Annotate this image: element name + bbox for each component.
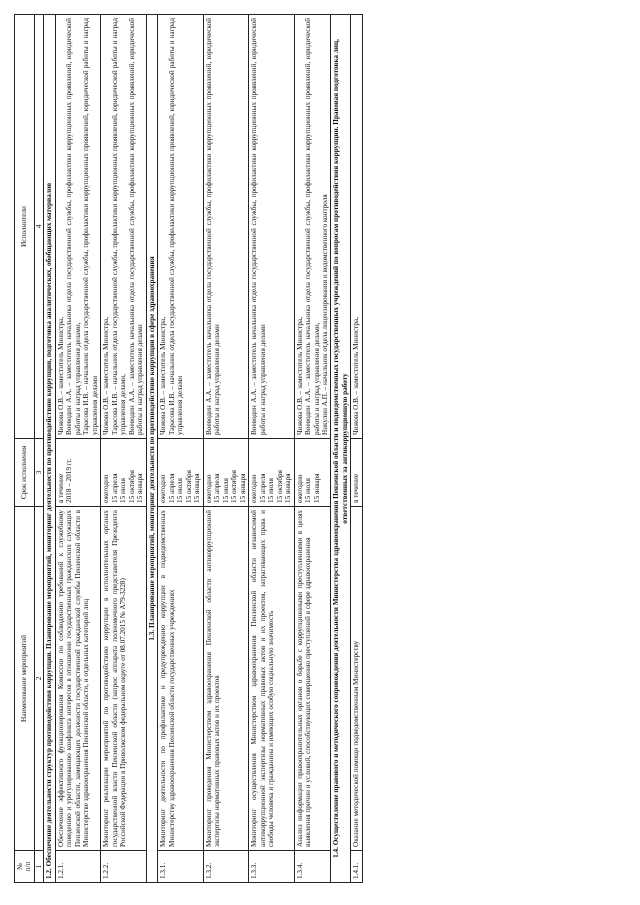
row-number: 1.2.2. xyxy=(101,851,146,883)
table-row xyxy=(351,15,362,883)
row-executors xyxy=(101,15,146,439)
term-line: 15 апреля xyxy=(167,473,176,503)
term-line: 15 апреля xyxy=(213,473,222,503)
term-line: 15 октября xyxy=(230,470,239,503)
table-row xyxy=(203,15,248,883)
col-number: 3 xyxy=(34,439,43,507)
row-term xyxy=(158,439,203,507)
section-title: 1.3. Планирование мероприятий, мониторинг деятельности по противодействию коррупции в сфере здравоохранения xyxy=(146,15,157,883)
executor-line: Тарасова И.В. – начальник отдела государственной службы, профилактики коррупционных проявлений, юридической работы и наград управления делами xyxy=(82,18,99,435)
table-row xyxy=(249,15,294,883)
col-number: 1 xyxy=(34,851,43,883)
row-term xyxy=(294,439,331,507)
header-no: № п/п xyxy=(15,851,35,883)
table-row xyxy=(158,15,203,883)
executor-line: Чижова О.В. – заместитель Министра, xyxy=(159,317,168,435)
term-line: 15 января xyxy=(312,473,321,503)
term-line: ежегодно xyxy=(295,474,304,503)
term-line: 15 июля xyxy=(119,478,128,503)
term-line: 15 июля xyxy=(304,478,313,503)
row-activity: Мониторинг деятельности по профилактике и предупреждению коррупции в подведомственных Министерству здравоохранения Пензенской области государственных учреждениях xyxy=(158,507,203,851)
executor-line: Чижова О.В. – заместитель Министра, xyxy=(56,317,65,435)
header-executors: Исполнители xyxy=(15,15,35,439)
executor-line: Воеводин А.А. – заместитель начальника отдела государственной службы, профилактики коррупционных проявлений, юридической работы и наград управления делами, xyxy=(304,18,321,435)
term-line: 15 января xyxy=(284,473,293,503)
term-line: 15 июля xyxy=(267,478,276,503)
row-term xyxy=(203,439,248,507)
row-activity: Анализ информации правоохранительных органов о борьбе с коррупционными преступлениями в целях выявления причин и условий, способствующих совершению преступлений в сфере здравоохранения xyxy=(294,507,331,851)
executor-line: Воеводин А.А. – заместитель начальника отдела государственной службы, профилактики коррупционных проявлений, юридической работы и наград управления делами, xyxy=(65,18,82,435)
term-line: 2018 – 2019 гг. xyxy=(65,458,74,503)
executor-line: Чижова О.В. – заместитель Министра, xyxy=(352,317,361,435)
executor-line: Воеводин А.А. – заместитель начальника отдела государственной службы, профилактики коррупционных проявлений, юридической работы и наград управления делами xyxy=(127,18,145,435)
row-number: 1.4.1. xyxy=(351,851,362,883)
row-activity: Мониторинг осуществления Министерством здравоохранения Пензенской области независимой антикоррупционной экспертизы нормативных правовых актов и их проектов, затрагивающих права и свободы человека и гражданина и имеющих особую социальную значимость xyxy=(249,507,294,851)
col-number: 2 xyxy=(34,507,43,851)
executor-line: Воеводин А.А. – заместитель начальника отдела государственной службы, профилактики коррупционных проявлений, юридической работы и наград управления делами xyxy=(250,18,267,435)
row-number: 1.3.3. xyxy=(249,851,294,883)
row-activity: Оказание методической помощи подведомственным Министерству xyxy=(351,507,362,851)
row-activity: Мониторинг реализации мероприятий по противодействию коррупции в исполнительных органах государственной власти Пензенской области (запрос аппарата полномочного представителя Президента Российской Федерации в Приволжском федеральном округе от 08.07.2015 № А79-3228) xyxy=(101,507,146,851)
term-line: 15 января xyxy=(136,473,145,503)
section-heading-row xyxy=(44,15,55,883)
term-line: 15 октября xyxy=(127,470,136,503)
row-executors xyxy=(55,15,100,439)
executor-line: Чижова О.В. – заместитель Министра, xyxy=(102,317,111,435)
section-title: 1.4. Осуществление правового и методического сопровождения деятельности Министерства здравоохранения Пензенской области и подведомственных государственных учреждений по вопросам противодействия коррупции. Правовая подготовка лиц, ответственных за антикоррупционную работу xyxy=(331,15,351,883)
header-term: Срок исполнения xyxy=(15,439,35,507)
term-line: 15 января xyxy=(193,473,202,503)
row-number: 1.3.1. xyxy=(158,851,203,883)
term-line: ежегодно xyxy=(250,474,259,503)
row-activity: Обеспечение эффективного функционирования Комиссии по соблюдению требований к служебному поведению и урегулированию конфликта интересов в отношении государственных гражданских служащих Пензенской области, замещающих должности государственной гражданской службы Пензенской области в Министерстве здравоохранения Пензенской области, и отдельных категорий лиц xyxy=(55,507,100,851)
column-number-row xyxy=(34,15,43,883)
row-executors xyxy=(294,15,331,439)
term-line: 15 июля xyxy=(221,478,230,503)
term-line: ежегодно xyxy=(204,474,213,503)
row-executors xyxy=(249,15,294,439)
row-number: 1.3.4. xyxy=(294,851,331,883)
col-number: 4 xyxy=(34,15,43,439)
term-line: 15 апреля xyxy=(110,473,119,503)
term-line: 15 октября xyxy=(184,470,193,503)
table-row xyxy=(55,15,100,883)
row-executors xyxy=(158,15,203,439)
section-heading-row xyxy=(331,15,351,883)
row-number: 1.3.2. xyxy=(203,851,248,883)
action-plan-table xyxy=(14,14,363,883)
term-line: 15 октября xyxy=(275,470,284,503)
term-line: 15 июля xyxy=(176,478,185,503)
term-line: в течение xyxy=(56,473,65,503)
row-executors xyxy=(351,15,362,439)
header-row xyxy=(15,15,35,883)
executor-line: Чижова О.В. – заместитель Министра, xyxy=(295,317,304,435)
header-name: Наименование мероприятий xyxy=(15,507,35,851)
executor-line: Тарасова И.В. – начальник отдела государственной службы, профилактики коррупционных проявлений, юридической работы и наград управления делами, xyxy=(110,18,128,435)
executor-line: Никулин А.П. – начальник отдела лицензирования и ведомственного контроля xyxy=(320,194,329,435)
term-line: ежегодно xyxy=(102,474,111,503)
term-line: в течение xyxy=(352,473,361,503)
table-row xyxy=(101,15,146,883)
table-row xyxy=(294,15,331,883)
executor-line: Воеводин А.А. – заместитель начальника отдела государственной службы, профилактики коррупционных проявлений, юридической работы и наград управления делами xyxy=(204,18,222,435)
row-number: 1.2.1. xyxy=(55,851,100,883)
term-line: 15 апреля xyxy=(258,473,267,503)
row-executors xyxy=(203,15,248,439)
section-title: 1.2. Обеспечение деятельности структур противодействия коррупции. Планирование мероприятий, мониторинг деятельности по противодействию коррупции, подготовка аналитических, обобщающих материалов xyxy=(44,15,55,883)
term-line: ежегодно xyxy=(159,474,168,503)
row-term xyxy=(101,439,146,507)
term-line: 15 января xyxy=(238,473,247,503)
section-heading-row xyxy=(146,15,157,883)
row-term xyxy=(55,439,100,507)
row-term xyxy=(351,439,362,507)
row-term xyxy=(249,439,294,507)
executor-line: Тарасова И.В. – начальник отдела государственной службы, профилактики коррупционных проявлений, юридической работы и наград управления делами xyxy=(167,18,185,435)
row-activity: Мониторинг проведения Министерством здравоохранения Пензенской области антикоррупционной экспертизы нормативных правовых актов и их проектов xyxy=(203,507,248,851)
